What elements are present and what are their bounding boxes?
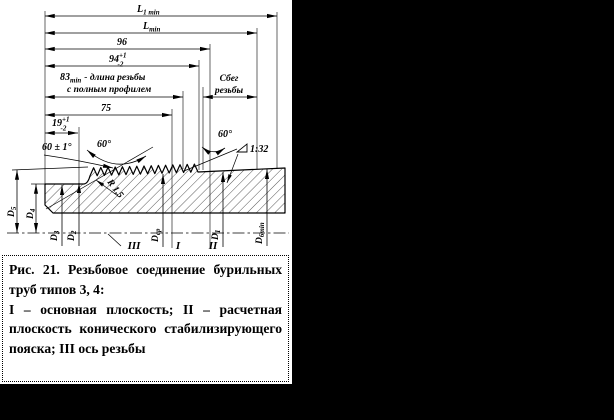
angle-60-left-label: 60° [97,139,111,150]
dim-96-label: 96 [117,37,127,48]
dim-l-label: $L_{min}$ [143,21,161,34]
runout-label-line2: резьбы [214,86,244,96]
dim-l1-label: $L_{1 min}$ [137,4,160,17]
taper-symbol-icon [237,144,247,152]
runout-label-line1: Сбег [219,74,239,84]
dia-d4-label: $D_4$ [26,208,37,219]
dim-75-label: 75 [101,103,111,114]
plane-iii-label: III [127,240,141,252]
plane-ii-label: II [208,240,218,252]
dia-d6-label: $D_{6min}$ [255,222,266,244]
plane-i-label: I [175,240,181,252]
dim-94-label: $94^{+1}$ -2 [109,51,127,69]
dia-d1-label: $D_1$ [211,229,222,240]
dim-83-label: $83_{min}$ - длина резьбы [60,72,146,85]
caption-legend: I – основная плоскость; II – расчетная плоскость конического стабилизирующего пояска; III ось резьбы [9,301,282,357]
dia-d5-label: $D_5$ [7,206,18,217]
angle-60-left-arc [87,150,146,164]
dim-83-label-line2: с полным профилем [67,85,152,95]
plane-iii-leader [108,234,121,246]
angle-60tol-arc [44,155,113,168]
angle-60-right-label: 60° [218,129,232,140]
figure-caption-box [2,255,289,382]
dimension-ladder [45,16,277,133]
cone-generator-line [184,149,237,171]
crest-extension-line [12,167,88,170]
dia-d2-label: $D_2$ [67,230,78,241]
dimension-labels [52,4,244,133]
dia-dsr-label: $D_{ср}$ [151,228,162,242]
caption-title: Рис. 21. Резьбовое соединение бурильных труб типов 3, 4: [9,262,282,297]
dia-d3-label: $D_3$ [50,230,61,241]
radius-label: R 1,5 [104,177,125,201]
dim-19-label: $19^{+1}$ -2 [52,115,70,133]
angle-60-right-arc [202,147,225,152]
taper-value-label: 1:32 [250,144,269,155]
document-page [0,0,292,384]
angle-60tol-label: 60 ± 1° [42,142,72,153]
thread-joint-drawing [0,0,292,256]
